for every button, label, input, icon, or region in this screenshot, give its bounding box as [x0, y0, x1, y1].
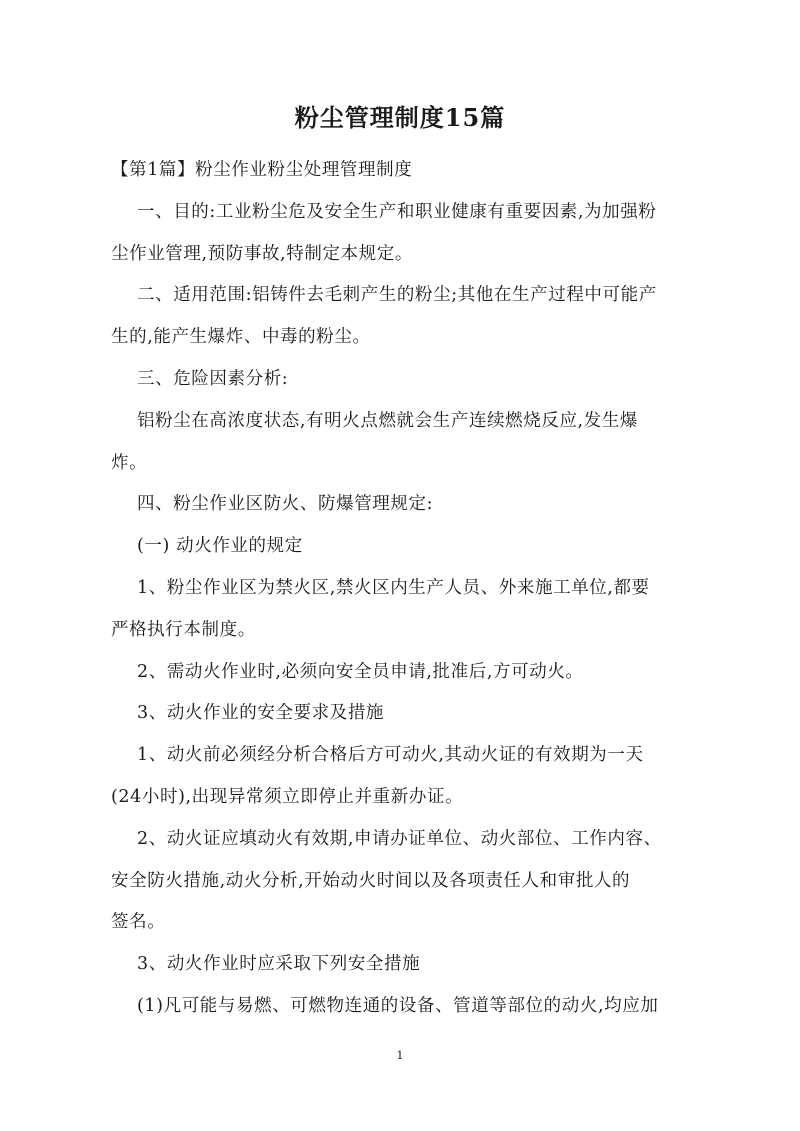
page-number: 1 — [396, 1049, 404, 1062]
body-line-15: 1、动火前必须经分析合格后方可动火,其动火证的有效期为一天 — [137, 745, 644, 766]
body-line-21: (1)凡可能与易燃、可燃物连通的设备、管道等部位的动火,均应加 — [137, 995, 659, 1016]
body-line-2: 一、目的:工业粉尘危及安全生产和职业健康有重要因素,为加强粉 — [137, 201, 657, 222]
document-body — [111, 150, 696, 1028]
body-line-1: 【第1篇】粉尘作业粉尘处理管理制度 — [111, 160, 413, 180]
body-line-7: 铝粉尘在高浓度状态,有明火点燃就会生产连续燃烧反应,发生爆 — [137, 410, 639, 431]
body-line-14: 3、动火作业的安全要求及措施 — [137, 703, 385, 724]
body-line-4: 二、适用范围:铝铸件去毛刺产生的粉尘;其他在生产过程中可能产 — [137, 285, 657, 306]
body-line-10: (一) 动火作业的规定 — [137, 536, 303, 557]
body-line-11: 1、粉尘作业区为禁火区,禁火区内生产人员、外来施工单位,都要 — [137, 577, 650, 598]
body-line-17: 2、动火证应填动火有效期,申请办证单位、动火部位、工作内容、 — [137, 828, 662, 849]
body-line-12: 严格执行本制度。 — [111, 619, 256, 640]
body-line-9: 四、粉尘作业区防火、防爆管理规定: — [137, 494, 434, 515]
body-line-5: 生的,能产生爆炸、中毒的粉尘。 — [111, 327, 371, 348]
body-line-16: (24小时),出现异常须立即停止并重新办证。 — [111, 786, 464, 807]
body-line-8: 炸。 — [111, 452, 148, 473]
body-line-20: 3、动火作业时应采取下列安全措施 — [137, 954, 421, 975]
body-line-6: 三、危险因素分析: — [137, 368, 289, 389]
body-line-19: 签名。 — [111, 912, 166, 933]
body-line-18: 安全防火措施,动火分析,开始动火时间以及各项责任人和审批人的 — [111, 870, 631, 891]
body-line-3: 尘作业管理,预防事故,特制定本规定。 — [111, 243, 413, 264]
document-title: 粉尘管理制度15篇 — [294, 103, 506, 132]
body-line-13: 2、需动火作业时,必须向安全员申请,批准后,方可动火。 — [137, 661, 584, 682]
